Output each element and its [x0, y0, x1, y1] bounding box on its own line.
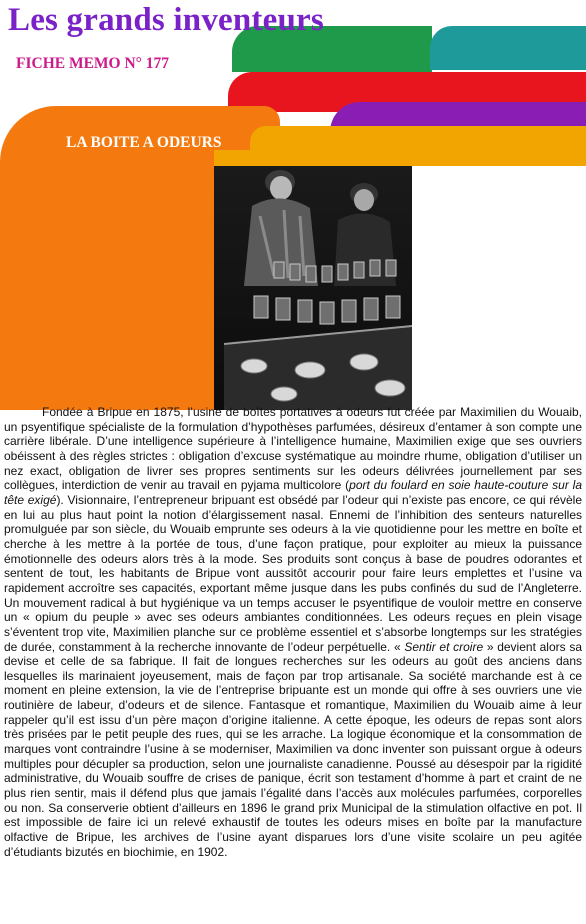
- article-part-1: Fondée à Bripue en 1875, l’usine de boîtes portatives à odeurs fut créée par Maximilien du Wouaib, un psyentifique spécialiste de la formulation d’hypothèses parfumées, désireux d’entamer à son compte une carrière libérale. D’une intelligence supérieure à l’intelligence humaine, Maximilien exige que ses ouvriers obéissent à des règles strictes : obligation d’excuse systématique au moindre rhume, obligation d’utiliser un nez exact, obligation de livrer ses propres sentiments sur les odeurs délivrées journellement par ses collègues, interdiction de venir au travail en pyjama multicolore (: [4, 405, 582, 493]
- article-part-2: ). Visionnaire, l’entrepreneur bripuant est obsédé par l’odeur qui n’existe pas encore, ce qui révèle en lui au plus haut point la notion d’élargissement nasal. Ennemi de l’inhibition des senteurs naturelles promulguée par son siècle, du Wouaib emprunte ses odeurs à la vie quotidienne pour les mettre en boîte et cherche à les mettre à la portée de tous, d’une façon pratique, pour exploiter au mieux la puissance émotionnelle des odeurs alors très à la mode. Ses produits sont conçus à base de poudres odorantes et sentent de tout, les habitants de Bripue vont aussitôt accourir pour faire leurs emplettes et l’usine va rapidement accroître ses capacités, exportant même jusque dans les pubs confinés du sud de l’Angleterre. Un mouvement radical à but hygiénique va un temps accuser le psyentifique de vouloir mettre en conserve un « opium du peuple » avec ses odeurs ambiantes conditionnées. Les odeurs reçues en plein visage s’éventent trop vite, Maximilien planche sur ce problème essentiel et s’absorbe longtemps sur les stratégies de durée, constamment à la recherche innovante de l’odeur perpétuelle. «: [4, 492, 582, 654]
- yellow-band-lower: [214, 150, 586, 166]
- teal-band: [430, 26, 586, 70]
- section-title: LA BOITE A ODEURS: [66, 134, 222, 151]
- article-emphasis-2: Sentir et croire: [404, 639, 484, 654]
- factory-photo: [214, 166, 412, 410]
- page-title: Les grands inventeurs: [8, 2, 324, 38]
- article-emphasis-1: port du foulard en soie haute-couture sur la tête exigé: [4, 478, 582, 507]
- header-banner: [0, 0, 586, 410]
- memo-number: FICHE MEMO N° 177: [16, 55, 170, 72]
- article-text: [4, 405, 582, 859]
- article-part-3: » devient alors sa devise et celle de sa fabrique. Il fait de longues recherches sur les odeurs au goût des anciens dans lesquelles ils marinaient joyeusement, mais de façon par trop artisanale. Sa société marchande est à ce moment en pleine extension, la vie de l’entreprise bripuante est un monde qui offre à ses ouvriers une vie routinière de labeur, d’odeurs et de silence. Fantasque et romantique, Maximilien du Wouaib aime à leur rappeler qu’il est issu d’un père maçon d’origine italienne. A cette époque, les odeurs de repas sont alors très prisées par le petit peuple des rues, qui se les arrache. La logique économique et la consommation de marques vont contraindre l’usine à se moderniser, Maximilien va donc inventer son puissant orgue à odeurs multiples pour décupler sa production, selon une journaliste canadienne. Poussé au désespoir par la rigidité administrative, du Wouaib souffre de crises de panique, écrit son testament d’homme à part et craint de ne plus rien sentir, mais il défend plus que jamais l’égalité dans l’accès aux molécules parfumées, corporelles ou non. Sa conserverie obtient d’ailleurs en 1896 le grand prix Municipal de la stimulation olfactive en pot. Il est impossible de faire ici un relevé exhaustif de toutes les odeurs mises en boîte par la manufacture olfactive de Bripue, les archives de l’usine ayant disparues lors d’une visite scolaire un peu agitée d’étudiants bizutés en biochimie, en 1902.: [4, 639, 582, 859]
